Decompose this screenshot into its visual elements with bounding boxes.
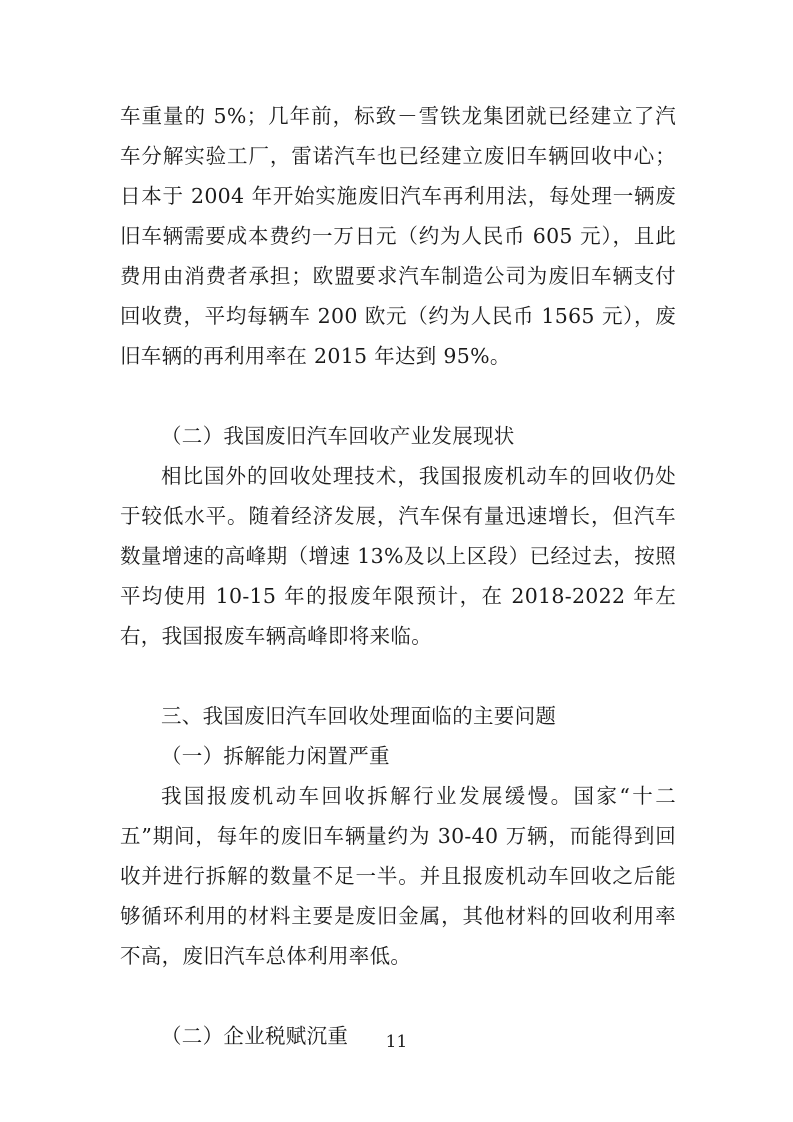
paragraph-domestic-status: 相比国外的回收处理技术，我国报废机动车的回收仍处于较低水平。随着经济发展，汽车保有量迅速增长，但汽车数量增速的高峰期（增速 13%及以上区段）已经过去，按照平均使用 10-15 年的报废年限预计，在 2018-2022 年左右，我国报废车辆高峰即将来临。 [120,464,676,648]
section-heading-main-problems: 三、我国废旧汽车回收处理面临的主要问题 [161,704,557,728]
paragraph-gap [120,976,676,1016]
subsection-heading-idle-capacity: （一）拆解能力闲置严重 [161,744,390,768]
paragraph-idle-capacity: 我国报废机动车回收拆解行业发展缓慢。国家“十二五”期间，每年的废旧车辆量约为 30-40 万辆，而能得到回收并进行拆解的数量不足一半。并且报废机动车回收之后能够循环利用的材料主要是废旧金属，其他材料的回收利用率不高，废旧汽车总体利用率低。 [120,784,676,968]
paragraph-foreign-recycling: 车重量的 5%；几年前，标致－雪铁龙集团就已经建立了汽车分解实验工厂，雷诺汽车也已经建立废旧车辆回收中心；日本于 2004 年开始实施废旧汽车再利用法，每处理一辆废旧车辆需要成本费约一万日元（约为人民币 605 元），且此费用由消费者承担；欧盟要求汽车制造公司为废旧车辆支付回收费，平均每辆车 200 欧元（约为人民币 1565 元），废旧车辆的再利用率在 2015 年达到 95%。 [120,104,676,368]
subsection-heading-tax-burden: （二）企业税赋沉重 [161,1024,349,1048]
page-body [120,96,676,1056]
page-number: 11 [385,1032,408,1052]
paragraph-gap [120,656,676,696]
section-heading-domestic-status: （二）我国废旧汽车回收产业发展现状 [161,424,515,448]
paragraph-gap [120,376,676,416]
